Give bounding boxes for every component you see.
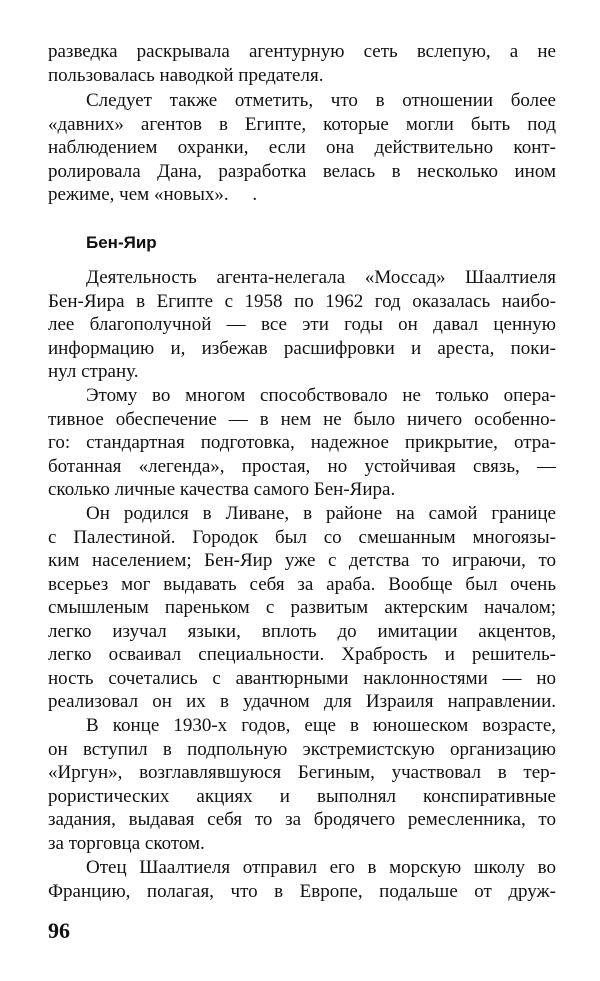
text-line: легко изучал языки, вплоть до имитации акцентов, <box>48 620 556 642</box>
text-line: сколько личные качества самого Бен-Яира. <box>48 479 396 500</box>
paragraph-1 <box>48 266 556 384</box>
text-line: легко осваивал специальности. Храбрость и решитель- <box>48 644 556 665</box>
text-line: смышленым пареньком с развитым актерским началом; <box>48 597 556 618</box>
text-line: лее благополучной — все эти годы он давал ценную <box>48 314 556 335</box>
page-number: 96 <box>48 918 70 943</box>
text-line: ким населением; Бен-Яир уже с детства то играючи, то <box>48 550 556 571</box>
text-line: ролировала Дана, разработка велась в несколько ином <box>48 160 556 182</box>
paragraph-continuation <box>48 40 556 87</box>
paragraph-5 <box>48 856 556 903</box>
text-line: «Иргун», возглавлявшуюся Бегиным, участвовал в тер- <box>48 762 556 783</box>
text-line: Этому во многом способствовало не только опера- <box>86 385 556 406</box>
text-line: режиме, чем «новых». . <box>48 184 258 205</box>
text-line: го: стандартная подготовка, надежное прикрытие, отра- <box>48 432 556 453</box>
text-line: Францию, полагая, что в Европе, подальше от друж- <box>48 880 556 902</box>
paragraph-4 <box>48 714 556 855</box>
text-line: Отец Шаалтиеля отправил его в морскую школу во <box>86 857 556 878</box>
text-line: всерьез мог выдавать себя за араба. Вообще был очень <box>48 573 556 595</box>
text-line: задания, выдавая себя то за бродячего ремесленника, то <box>48 809 556 830</box>
text-line: «давних» агентов в Египте, которые могли быть под <box>48 113 556 135</box>
text-line: с Палестиной. Городок был со смешанным многоязы- <box>48 526 556 548</box>
text-line: ность сочетались с авантюрными наклонностями — но <box>48 667 556 689</box>
text-line: тивное обеспечение — в нем не было ничего особенно- <box>48 408 556 430</box>
paragraph-intro <box>48 89 556 207</box>
text-line: Следует также отметить, что в отношении более <box>86 90 556 111</box>
text-line: рористических акциях и выполнял конспиративные <box>48 785 556 807</box>
text-line: ботанная «легенда», простая, но устойчивая связь, — <box>48 455 556 477</box>
section-heading: Бен-Яир <box>86 233 157 252</box>
text-line: пользовалась наводкой предателя. <box>48 64 324 86</box>
text-line: информацию и, избежав расшифровки и ареста, поки- <box>48 337 556 359</box>
text-line: он вступил в подпольную экстремистскую организацию <box>48 738 556 760</box>
text-line: Бен-Яира в Египте с 1958 по 1962 год оказалась наибо- <box>48 290 556 312</box>
text-line: нул страну. <box>48 361 139 382</box>
text-line: разведка раскрывала агентурную сеть вслепую, а не <box>48 41 556 62</box>
text-line: Деятельность агента-нелегала «Моссад» Шаалтиеля <box>86 267 556 288</box>
paragraph-3 <box>48 502 556 714</box>
text-line: за торговца скотом. <box>48 832 205 854</box>
paragraph-2 <box>48 384 556 502</box>
text-line: наблюдением охранки, если она действительно конт- <box>48 137 556 158</box>
text-line: Он родился в Ливане, в районе на самой границе <box>86 503 556 524</box>
text-line: В конце 1930-х годов, еще в юношеском возрасте, <box>86 715 556 736</box>
text-line: реализовал он их в удачном для Израиля направлении. <box>48 691 556 712</box>
